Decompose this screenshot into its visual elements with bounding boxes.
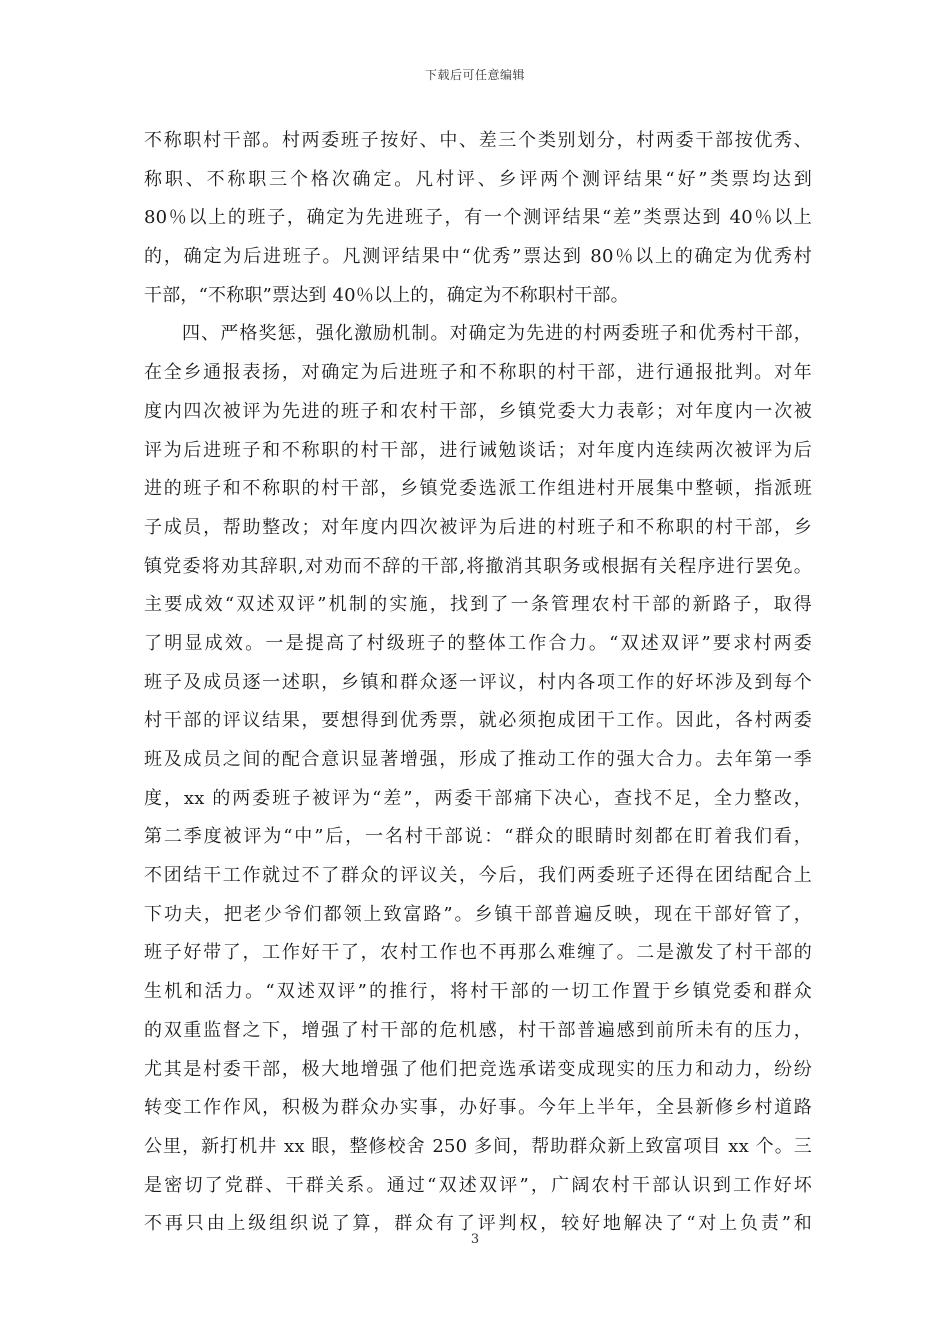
text-line: 在全乡通报表扬，对确定为后进班子和不称职的村干部，进行通报批判。对年: [144, 362, 812, 384]
text-line: 子成员，帮助整改；对年度内四次被评为后进的村班子和不称职的村干部，乡: [144, 516, 812, 538]
text-line: 的，确定为后进班子。凡测评结果中“优秀”票达到 80％以上的确定为优秀村: [144, 246, 812, 268]
text-line: 称职、不称职三个格次确定。凡村评、乡评两个测评结果“好”类票均达到: [144, 168, 812, 190]
text-line: 公里，新打机井 xx 眼，整修校舍 250 多间，帮助群众新上致富项目 xx 个。三: [144, 1135, 812, 1157]
paragraph-first-line: 四、严格奖惩，强化激励机制。对确定为先进的村两委班子和优秀村干部，: [182, 323, 812, 345]
page-header: 下载后可任意编辑: [424, 68, 525, 82]
text-line: 镇党委将劝其辞职,对劝而不辞的干部,将撤消其职务或根据有关程序进行罢免。: [144, 555, 812, 577]
text-line: 生机和活力。“双述双评”的推行，将村干部的一切工作置于乡镇党委和群众: [144, 981, 812, 1003]
text-line: 是密切了党群、干群关系。通过“双述双评”，广阔农村干部认识到工作好坏: [144, 1174, 812, 1196]
text-line: 了明显成效。一是提高了村级班子的整体工作合力。“双述双评”要求村两委: [144, 632, 812, 654]
text-line: 班子及成员逐一述职，乡镇和群众逐一评议，村内各项工作的好坏涉及到每个: [144, 671, 812, 693]
text-line: 村干部的评议结果，要想得到优秀票，就必须抱成团干工作。因此，各村两委: [144, 710, 812, 732]
text-line: 评为后进班子和不称职的村干部，进行诫勉谈话；对年度内连续两次被评为后: [144, 439, 812, 461]
text-line: 不团结干工作就过不了群众的评议关，今后，我们两委班子还得在团结配合上: [144, 865, 812, 887]
text-line: 干部，“不称职”票达到 40％以上的，确定为不称职村干部。: [144, 284, 629, 306]
page-number: 3: [470, 1232, 480, 1247]
document-body: [144, 122, 812, 1244]
text-line: 转变工作作风，积极为群众办实事，办好事。今年上半年，全县新修乡村道路: [144, 1097, 812, 1119]
text-line: 尤其是村委干部，极大地增强了他们把竞选承诺变成现实的压力和动力，纷纷: [144, 1058, 812, 1080]
text-line: 不称职村干部。村两委班子按好、中、差三个类别划分，村两委干部按优秀、: [144, 130, 812, 151]
text-line: 第二季度被评为“中”后，一名村干部说：“群众的眼睛时刻都在盯着我们看，: [144, 826, 812, 848]
text-line: 度内四次被评为先进的班子和农村干部，乡镇党委大力表彰；对年度内一次被: [144, 400, 812, 422]
text-line: 不再只由上级组织说了算，群众有了评判权，较好地解决了“对上负责”和: [144, 1213, 812, 1235]
text-line: 主要成效“双述双评”机制的实施，找到了一条管理农村干部的新路子，取得: [144, 594, 812, 616]
text-line: 下功夫，把老少爷们都领上致富路”。乡镇干部普遍反映，现在干部好管了，: [144, 903, 812, 925]
text-line: 班及成员之间的配合意识显著增强，形成了推动工作的强大合力。去年第一季: [144, 749, 812, 770]
text-line: 的双重监督之下，增强了村干部的危机感，村干部普遍感到前所未有的压力，: [144, 1019, 812, 1041]
text-line: 80％以上的班子，确定为先进班子，有一个测评结果“差”类票达到 40％以上: [144, 207, 812, 229]
text-line: 班子好带了，工作好干了，农村工作也不再那么难缠了。二是激发了村干部的: [144, 942, 812, 964]
text-line: 度，xx 的两委班子被评为“差”，两委干部痛下决心，查找不足，全力整改，: [144, 787, 812, 809]
text-line: 进的班子和不称职的村干部，乡镇党委选派工作组进村开展集中整顿，指派班: [144, 478, 812, 500]
